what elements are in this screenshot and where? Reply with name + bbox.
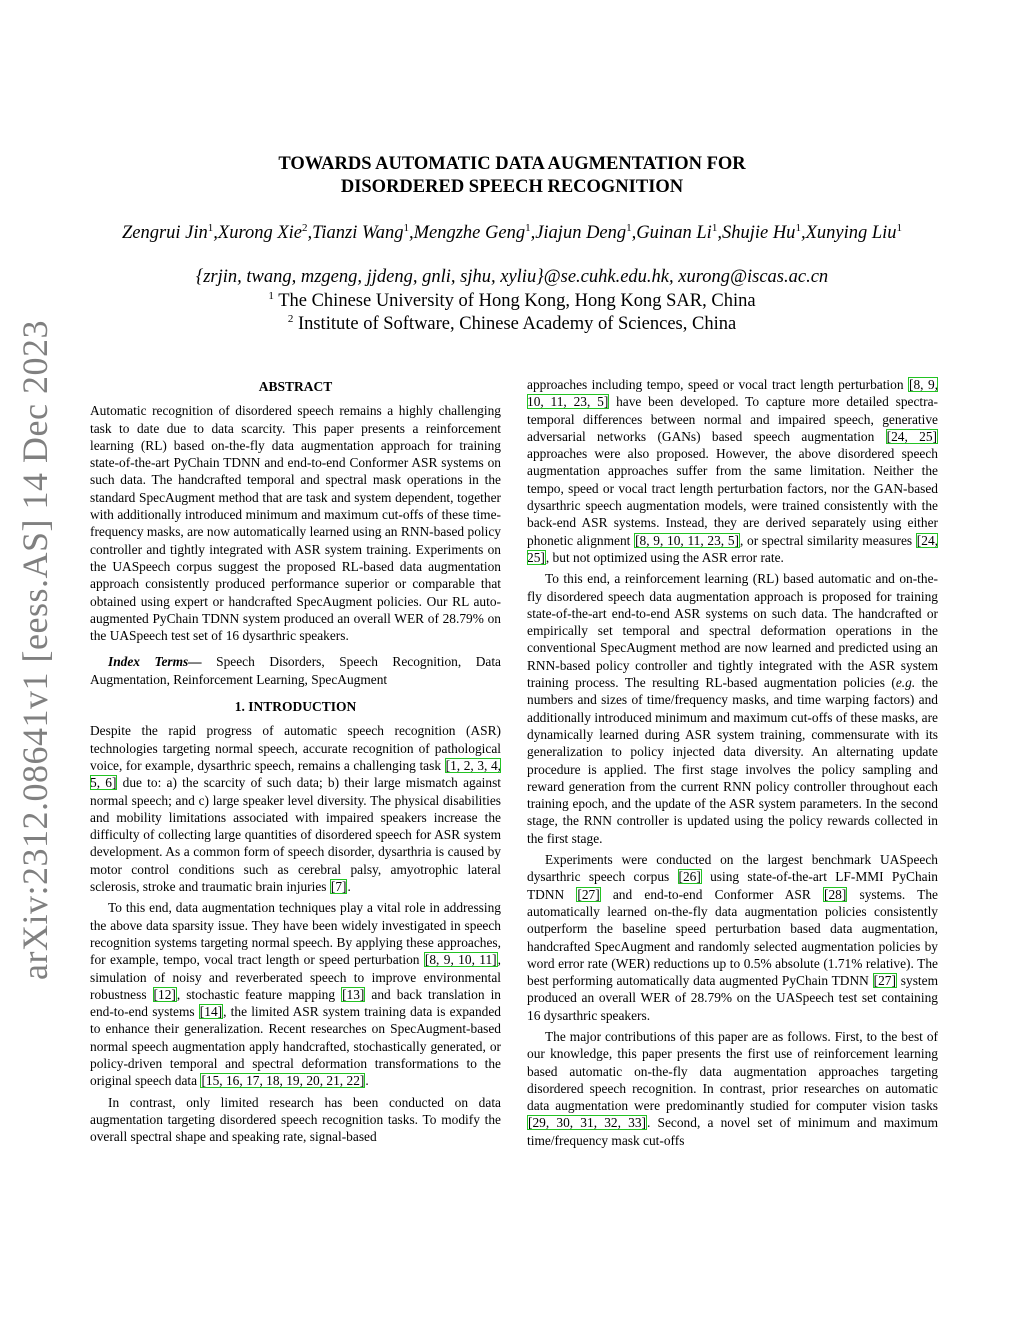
affiliation-text: The Chinese University of Hong Kong, Hong Kong SAR, China xyxy=(278,291,756,311)
intro-paragraph-6: Experiments were conducted on the largest benchmark UASpeech dysarthric speech corpus [26] using state-of-the-art LF-MMI PyChain TDNN [27] and end-to-end Conformer ASR [28] systems. The automatically learned on-the-fly data augmentation policies consistently outperform the baseline speed perturbation based data augmentation, handcrafted SpecAugment and randomly selected augmentation policies by word error rate (WER) reductions up to 0.5% absolute (1.71% relative). The best performing automatically data augmented PyChain TDNN [27] system produced an overall WER of 28.79% on the UASpeech test set containing 16 dysarthric speakers. xyxy=(527,852,939,1023)
author-name: Mengzhe Geng xyxy=(413,223,526,243)
paper-title-line-1: TOWARDS AUTOMATIC DATA AUGMENTATION FOR xyxy=(278,154,746,174)
citation-link[interactable]: [29, 30, 31, 32, 33] xyxy=(528,1115,646,1131)
intro-paragraph-7: The major contributions of this paper are as follows. First, to the best of our knowledge, this paper presents the first use of reinforcement learning based automatic on-the-fly data augmentation approaches targeting disordered speech recognition. In contrast, prior researches on automatic data augmentation were predominantly studied for computer vision tasks [29, 30, 31, 32, 33]. Second, a novel set of minimum and maximum time/frequency mask cut-offs xyxy=(527,1028,938,1148)
affiliation-mark: 1 xyxy=(268,290,274,302)
citation-link[interactable]: [15, 16, 17, 18, 19, 20, 21, 22] xyxy=(201,1073,365,1089)
author-affiliation-mark: 1 xyxy=(525,222,531,234)
author-name: Xunying Liu xyxy=(805,223,897,243)
citation-link[interactable]: [28] xyxy=(824,886,847,902)
citation-link[interactable]: [14] xyxy=(199,1004,223,1020)
affiliation-1 xyxy=(0,289,1024,313)
author-affiliation-mark: 1 xyxy=(626,222,632,234)
author-affiliation-mark: 1 xyxy=(896,222,903,234)
citation-link[interactable]: [8, 9, 10, 11, 23, 5] xyxy=(527,377,938,410)
abstract-heading: ABSTRACT xyxy=(258,379,333,394)
citation-link[interactable]: [13] xyxy=(342,986,365,1002)
index-terms-label: Index Terms— xyxy=(108,654,202,670)
intro-paragraph-4: approaches including tempo, speed or vocal tract length perturbation [8, 9, 10, 11, 23, 5] have been developed. To capture more detailed spectra-temporal differences between normal and impaired speech, generative adversarial networks (GANs) based speech augmentation [24, 25] approaches were also proposed. However, the above disordered speech augmentation approaches suffer from the same limitation. Neither the tempo, speed or vocal tract length perturbation factors, nor the GAN-based dysarthric speech augmentation models, were trained consistently with the back-end ASR systems. Instead, they are derived separately using either phonetic alignment [8, 9, 10, 11, 23, 5], or spectral similarity measures [24, 25], but not optimized using the ASR error rate. xyxy=(527,377,938,565)
index-terms-text: Speech Disorders, Speech Recognition, Data Augmentation, Reinforcement Learning, SpecAugment xyxy=(90,654,501,687)
author-emails: {zrjin, twang, mzgeng, jjdeng, gnli, sjhu, xyliu}@se.cuhk.edu.hk, xurong@iscas.ac.cn xyxy=(195,267,829,287)
citation-link[interactable]: [24, 25] xyxy=(886,428,937,444)
citation-link[interactable]: [8, 9, 10, 11] xyxy=(424,952,497,968)
citation-link[interactable]: [8, 9, 10, 11, 23, 5] xyxy=(635,532,739,548)
citation-link[interactable]: [7] xyxy=(330,879,347,895)
left-column xyxy=(90,376,501,1145)
citation-link[interactable]: [12] xyxy=(153,986,176,1002)
author-affiliation-mark: 2 xyxy=(302,222,308,234)
paper-title xyxy=(0,153,1024,199)
author-name: Xurong Xie xyxy=(217,223,302,243)
author-affiliation-mark: 1 xyxy=(403,222,409,234)
citation-link[interactable]: [27] xyxy=(577,886,600,902)
index-terms xyxy=(90,653,501,688)
author-list: Zengrui Jin$^1$,Xurong Xie$^2$,Tianzi Wang$^1$,Mengzhe Geng$^1$,Jiajun Deng$^1$,Guinan Li$^1$,Shujie Hu$^1$,Xunying Liu$^1$ xyxy=(121,222,903,243)
affiliation-mark: 2 xyxy=(287,313,294,325)
citation-link[interactable]: [24, 25] xyxy=(527,532,938,565)
author-name: Shujie Hu xyxy=(721,223,796,243)
intro-paragraph-5: To this end, a reinforcement learning (RL) based automatic and on-the-fly disordered speech data augmentation approach is proposed for training state-of-the-art end-to-end ASR systems on such data. The handcrafted or empirically set temporal and spectral deformation operations in the conventional SpecAugment method are now learned and predicted using an RNN-based policy controller and tightly integrated with the ASR system training process. The resulting RL-based augmentation policies (e.g. the numbers and sizes of time/frequency masks, and time warping factors) and additionally introduced minimum and maximum cut-offs of these masks, are dynamically learned during ASR system training, commensurate with its generalization to policy injected data diversity. An alternating update procedure is applied. The first stage involves the policy sampling and reward generation from the current RNN policy controller throughout each training epoch, and the update of the ASR system parameters. In the second stage, the RNN controller is updated using the policy rewards collected in the first stage. xyxy=(527,571,939,846)
author-affiliation-mark: 1 xyxy=(207,222,214,234)
arxiv-identifier-text: arXiv:2312.08641v1 [eess.AS] 14 Dec 2023 xyxy=(15,320,55,980)
author-affiliation-mark: 1 xyxy=(711,222,718,234)
paper-title-line-2: DISORDERED SPEECH RECOGNITION xyxy=(340,177,684,197)
intro-paragraph-3: In contrast, only limited research has been conducted on data augmentation targeting disordered speech recognition tasks. To modify the overall spectral shape and speaking rate, signal-based xyxy=(90,1094,501,1145)
author-affiliation-mark: 1 xyxy=(795,222,801,234)
arxiv-identifier xyxy=(10,320,60,980)
affiliation-2 xyxy=(0,312,1024,336)
citation-link[interactable]: [1, 2, 3, 4, 5, 6] xyxy=(90,757,501,791)
intro-paragraph-2: To this end, data augmentation techniques play a vital role in addressing the above data sparsity issue. They have been widely investigated in speech recognition systems targeting normal speech. By applying these approaches, for example, tempo, vocal tract length or speed perturbation [8, 9, 10, 11], simulation of noisy and reverberated speech to improve environmental robustness [12], stochastic feature mapping [13] and back translation in end-to-end systems [14], the limited ASR system training data is expanded to enhance their generalization. Recent researches on SpecAugment-based normal speech augmentation apply handcrafted, stochastically generated, or policy-driven temporal and spectral deformation transformations to the original speech data [15, 16, 17, 18, 19, 20, 21, 22]. xyxy=(90,900,501,1089)
affiliation-text: Institute of Software, Chinese Academy of Sciences, China xyxy=(297,314,737,334)
right-column xyxy=(527,376,938,1149)
author-name: Jiajun Deng xyxy=(535,223,627,243)
citation-link[interactable]: [27] xyxy=(873,973,896,989)
abstract-text: Automatic recognition of disordered speech remains a highly challenging task to date due to data scarcity. This paper presents a reinforcement learning (RL) based on-the-fly data augmentation approach for training state-of-the-art PyChain TDNN and end-to-end Conformer ASR systems on such data. The handcrafted temporal and spectral mask operations in the standard SpecAugment method that are task and system dependent, together with additionally introduced minimum and maximum cut-offs of these time-frequency masks, are now automatically learned using an RNN-based policy controller and tightly integrated with ASR system training. Experiments on the UASpeech corpus suggest the proposed RL-based data augmentation approach consistently produced performance superior or comparable that obtained using expert or handcrafted SpecAugment policies. Our RL auto-augmented PyChain TDNN system produced an overall WER of 28.79% on the UASpeech test set of 16 dysarthric speakers. xyxy=(90,403,501,644)
intro-paragraph-1: Despite the rapid progress of automatic speech recognition (ASR) technologies targeting normal speech, accurate recognition of pathological voice, for example, dysarthric speech, remains a challenging task [1, 2, 3, 4, 5, 6] due to: a) the scarcity of such data; b) their large mismatch against normal speech; and c) large speaker level diversity. The physical disabilities and mobility limitations associated with impaired speakers increase the difficulty of collecting large quantities of disordered speech for ASR system development. As a common form of speech disorder, dysarthria is caused by motor control conditions such as cerebral palsy, amyotrophic lateral sclerosis, stroke and traumatic brain injuries [7]. xyxy=(90,723,501,895)
author-name: Guinan Li xyxy=(636,223,712,243)
author-name: Zengrui Jin xyxy=(121,223,208,243)
introduction-heading: 1. INTRODUCTION xyxy=(234,699,357,715)
citation-link[interactable]: [26] xyxy=(678,869,701,885)
author-name: Tianzi Wang xyxy=(312,223,404,243)
